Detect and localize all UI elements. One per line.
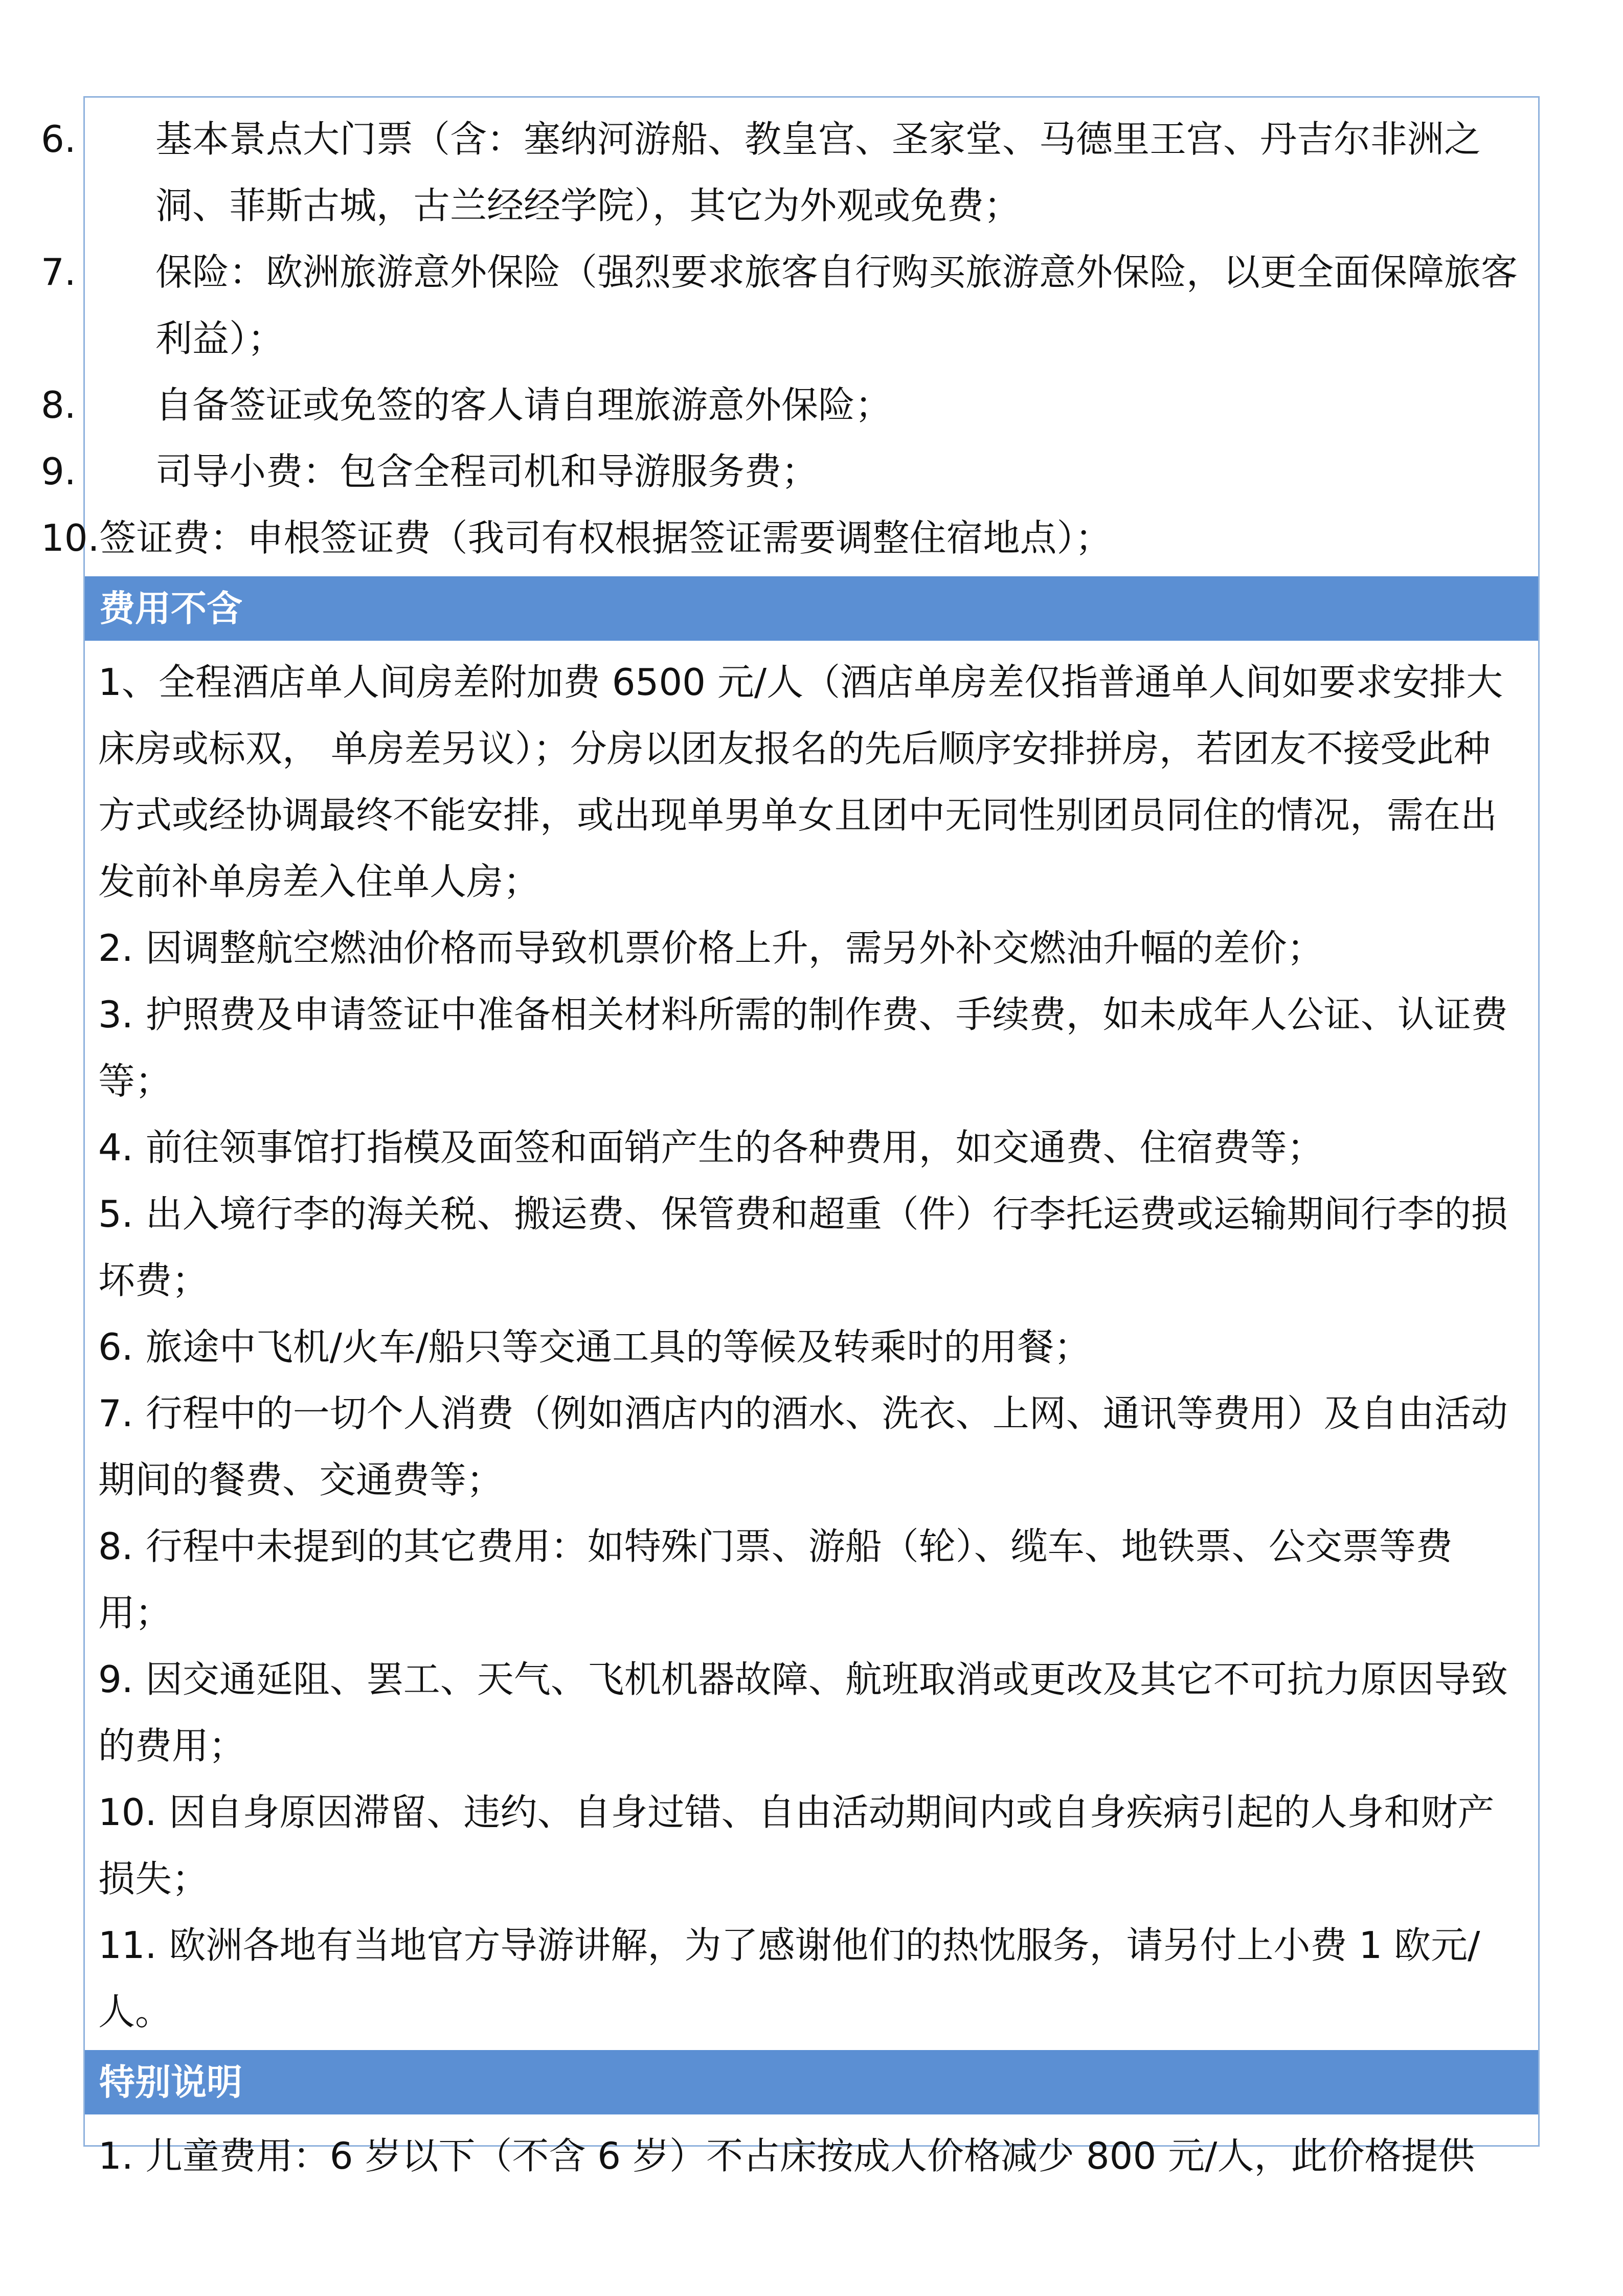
special-notes-list bbox=[85, 2114, 1538, 2194]
excluded-item: 10. 因自身原因滞留、违约、自身过错、自由活动期间内或自身疾病引起的人身和财产损失； bbox=[98, 1791, 1495, 1900]
included-item: 8. 自备签证或免签的客人请自理旅游意外保险； bbox=[41, 384, 892, 426]
excluded-item: 1、全程酒店单人间房差附加费 6500 元/人（酒店单房差仅指普通单人间如要求安排大床房或标双， 单房差另议）；分房以团友报名的先后顺序安排拼房，若团友不接受此种方式或经协调最终不能安排，或出现单男单女且团中无同性别团员同住的情况，需在出发前补单房差入住单人房； bbox=[98, 661, 1503, 903]
included-item: 9. 司导小费：包含全程司机和导游服务费； bbox=[41, 450, 819, 493]
excluded-item: 8. 行程中未提到的其它费用：如特殊门票、游船（轮）、缆车、地铁票、公交票等费用； bbox=[98, 1525, 1453, 1634]
excluded-item: 4. 前往领事馆打指模及面签和面销产生的各种费用，如交通费、住宿费等； bbox=[98, 1126, 1324, 1169]
section-header-special-notes: 特别说明 bbox=[85, 2050, 1538, 2114]
included-item: 7. 保险：欧洲旅游意外保险（强烈要求旅客自行购买旅游意外保险，以更全面保障旅客利益）； bbox=[41, 251, 1518, 360]
excluded-item: 6. 旅途中飞机/火车/船只等交通工具的等候及转乘时的用餐； bbox=[98, 1325, 1091, 1368]
excluded-item: 5. 出入境行李的海关税、搬运费、保管费和超重（件）行李托运费或运输期间行李的损坏费； bbox=[98, 1192, 1508, 1302]
fees-included-continued bbox=[41, 98, 1538, 576]
excluded-item: 3. 护照费及申请签证中准备相关材料所需的制作费、手续费，如未成年人公证、认证费等； bbox=[98, 993, 1508, 1102]
excluded-item: 11. 欧洲各地有当地官方导游讲解，为了感谢他们的热忱服务，请另付上小费 1 欧元/人。 bbox=[98, 1924, 1480, 2033]
included-item: 10.签证费：申根签证费（我司有权根据签证需要调整住宿地点）； bbox=[41, 516, 1112, 559]
excluded-item: 2. 因调整航空燃油价格而导致机票价格上升，需另外补交燃油升幅的差价； bbox=[98, 927, 1324, 970]
included-item: 6. 基本景点大门票（含：塞纳河游船、教皇宫、圣家堂、马德里王宫、丹吉尔非洲之洞、菲斯古城，古兰经经学院），其它为外观或免费； bbox=[41, 118, 1481, 227]
excluded-item: 9. 因交通延阻、罢工、天气、飞机机器故障、航班取消或更改及其它不可抗力原因导致的费用； bbox=[98, 1658, 1508, 1767]
section-header-excluded: 费用不含 bbox=[85, 576, 1538, 641]
special-note-item: 1. 儿童费用：6 岁以下（不含 6 岁）不占床按成人价格减少 800 元/人，此价格提供 bbox=[98, 2134, 1475, 2177]
fees-excluded-list bbox=[85, 641, 1538, 2050]
itinerary-fee-table bbox=[41, 96, 1540, 2177]
excluded-item: 7. 行程中的一切个人消费（例如酒店内的酒水、洗衣、上网、通讯等费用）及自由活动期间的餐费、交通费等； bbox=[98, 1392, 1508, 1501]
